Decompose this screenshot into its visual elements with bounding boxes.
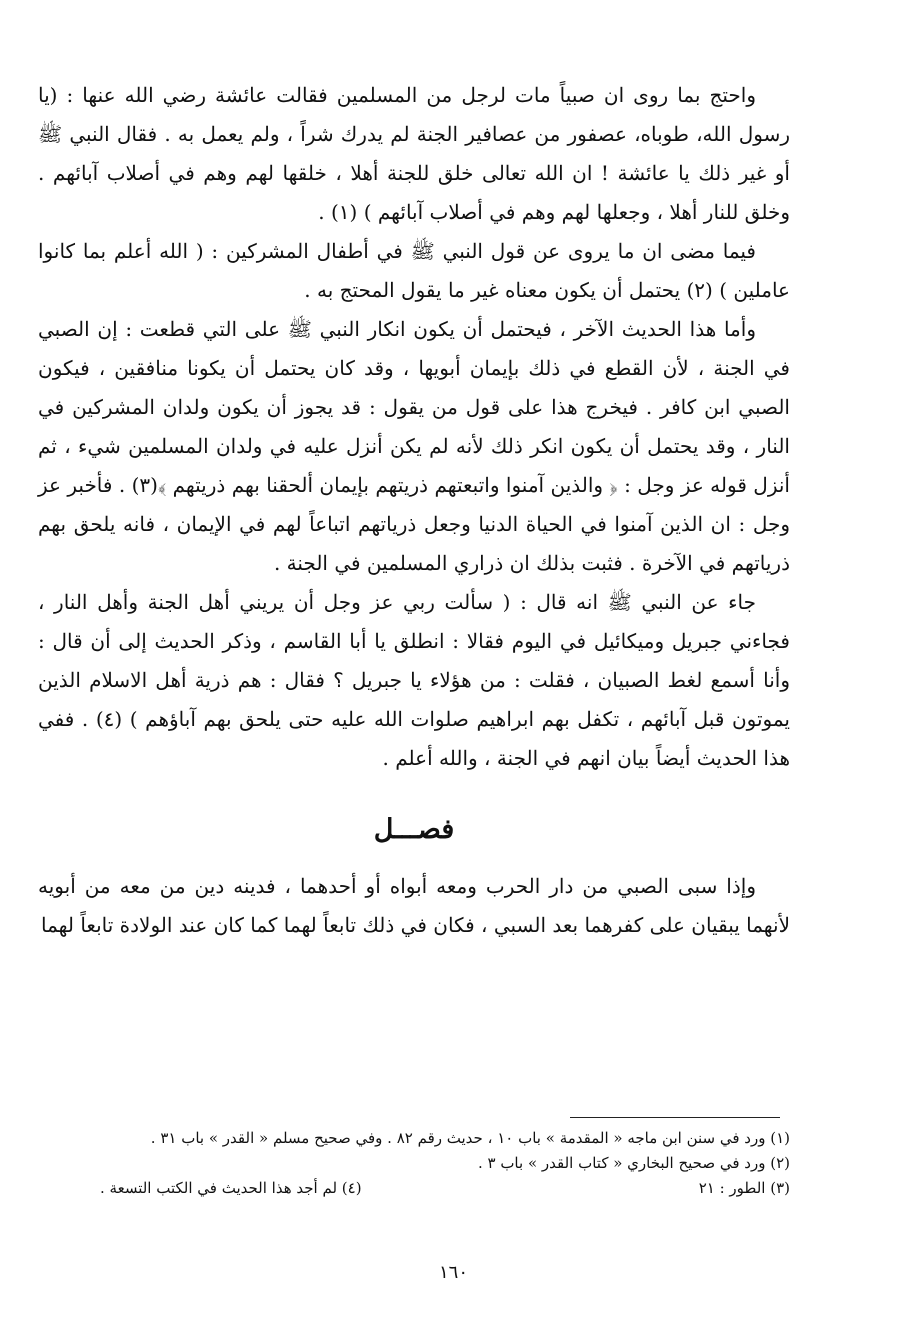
page-number: ١٦٠ [438,1262,468,1283]
paragraph-1: واحتج بما روى ان صبياً مات لرجل من المسلمين فقالت عائشة رضي الله عنها : (يا رسول الله، طوباه، عصفور من عصافير الجنة لم يدرك شراً ، ولم يعمل به . فقال النبي ﷺ أو غير ذلك يا عائشة ! ان الله تعالى خلق للجنة أهلا ، خلقها لهم وهم في أصلاب آبائهم . وخلق للنار أهلا ، وجعلها لهم وهم في أصلاب آبائهم ) (١) . [38,83,790,224]
footnote-4-text: (٤) لم أجد هذا الحديث في الكتب التسعة . [100,1179,362,1197]
section-title: فصـــل [373,814,455,845]
footnotes [20,1126,790,1201]
footnote-divider [570,1117,780,1118]
footnote-3-text: (٣) الطور : ٢١ [698,1179,790,1197]
footnote-2-row [20,1151,790,1176]
footnote-2-text: (٢) ورد في صحيح البخاري « كتاب القدر » باب ٣ . [477,1154,790,1172]
footnote-1-text: (١) ورد في سنن ابن ماجه « المقدمة » باب ١٠ ، حديث رقم ٨٢ . وفي صحيح مسلم « القدر » باب ٣١ . [150,1129,790,1147]
paragraph-3: وأما هذا الحديث الآخر ، فيحتمل أن يكون انكار النبي ﷺ على التي قطعت : إن الصبي في الجنة ، لأن القطع في ذلك بإيمان أبويها ، وقد كان يحتمل أن يكونا منافقين ، فيكون الصبي ابن كافر . فيخرج هذا على قول من يقول : قد يجوز أن يكون ولدان المشركين في النار ، وقد يحتمل أن يكون انكر ذلك لأنه لم يكن أنزل عليه في ولدان المسلمين شيء ، ثم أنزل قوله عز وجل : ﴿ والذين آمنوا واتبعتهم ذريتهم بإيمان ألحقنا بهم ذريتهم ﴾(٣) . فأخبر عز وجل : ان الذين آمنوا في الحياة الدنيا وجعل ذرياتهم اتباعاً لهم في الإيمان ، فانه يلحق بهم ذرياتهم في الآخرة . فثبت بذلك ان ذراري المسلمين في الجنة . [38,317,790,575]
footnote-1 [20,1126,790,1151]
section-paragraph: وإذا سبى الصبي من دار الحرب ومعه أبواه أو أحدهما ، فدينه دين من معه من أبويه لأنهما يبقيان على كفرهما بعد السبي ، فكان في ذلك تابعاً لهما كما كان عند الولادة تابعاً لهما [38,874,790,937]
paragraph-4: جاء عن النبي ﷺ انه قال : ( سألت ربي عز وجل أن يريني أهل الجنة وأهل النار ، فجاءني جبريل وميكائيل في اليوم فقالا : انطلق يا أبا القاسم ، وذكر الحديث إلى أن قال : وأنا أسمع لغط الصبيان ، فقلت : من هؤلاء يا جبريل ؟ فقال : هم ذرية أهل الاسلام الذين يموتون قبل آبائهم ، تكفل بهم ابراهيم صلوات الله عليه حتى يلحق بهم آباؤهم ) (٤) . ففي هذا الحديث أيضاً بيان انهم في الجنة ، والله أعلم . [38,590,790,770]
footnote-3-4-row [20,1176,790,1201]
page-body [38,76,790,945]
paragraph-2: فيما مضى ان ما يروى عن قول النبي ﷺ في أطفال المشركين : ( الله أعلم بما كانوا عاملين ) (٢) يحتمل أن يكون معناه غير ما يقول المحتج به . [38,239,790,302]
